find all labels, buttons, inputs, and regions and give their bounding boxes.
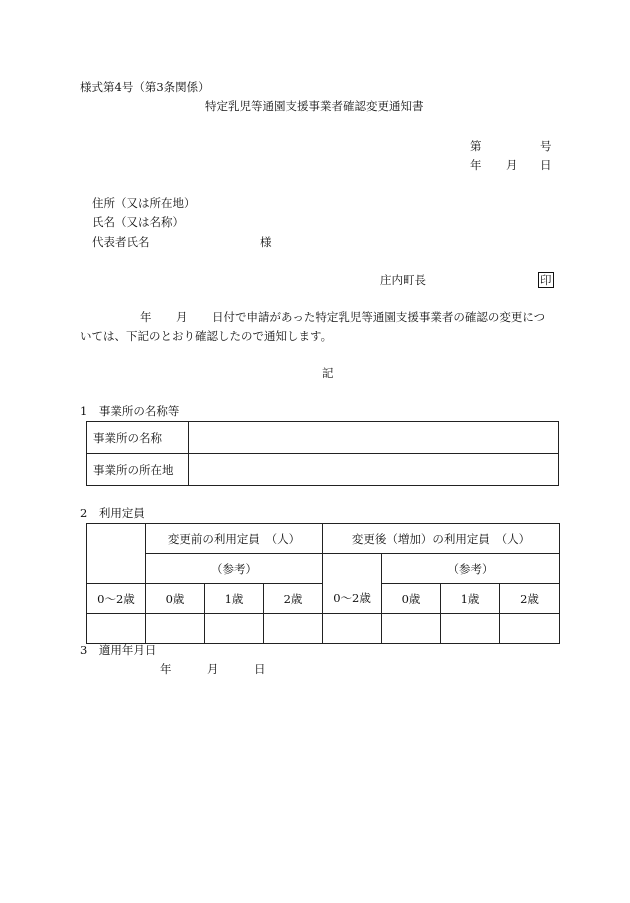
- blank-header-cell: [87, 524, 146, 584]
- effective-month: 月: [207, 662, 219, 676]
- table-row: [87, 454, 559, 486]
- capacity-value-cell: [441, 614, 500, 644]
- recipient-name: 氏名（又は名称）: [92, 215, 184, 229]
- table-row: [87, 614, 560, 644]
- column-header: 0〜2歳: [323, 584, 382, 614]
- body-text-line1: 日付で申請があった特定乳児等通園支援事業者の確認の変更につ: [212, 310, 546, 324]
- ki-heading: 記: [322, 366, 334, 380]
- capacity-value-cell: [323, 614, 382, 644]
- column-header: 2歳: [264, 584, 323, 614]
- form-number: 様式第4号（第3条関係）: [80, 80, 210, 94]
- document-title: 特定乳児等通園支援事業者確認変更通知書: [205, 99, 424, 113]
- body-month: 月: [176, 310, 188, 324]
- effective-year: 年: [160, 662, 172, 676]
- capacity-value-cell: [500, 614, 560, 644]
- table-row: [87, 422, 559, 454]
- recipient-address: 住所（又は所在地）: [92, 196, 196, 210]
- seal-mark: 印: [540, 273, 552, 287]
- after-capacity-header: 変更後（増加）の利用定員 （人）: [323, 524, 560, 554]
- capacity-value-cell: [87, 614, 146, 644]
- effective-day: 日: [254, 662, 266, 676]
- capacity-value-cell: [146, 614, 205, 644]
- facility-name-value: [189, 422, 559, 454]
- section1-heading: 1 事業所の名称等: [80, 404, 180, 418]
- date-year: 年: [470, 158, 482, 172]
- table-row: [87, 584, 560, 614]
- column-header: 1歳: [441, 584, 500, 614]
- facility-table: [86, 421, 559, 486]
- body-text-line2: いては、下記のとおり確認したので通知します。: [80, 329, 333, 343]
- column-header: 0〜2歳: [87, 584, 146, 614]
- facility-address-value: [189, 454, 559, 486]
- section2-heading: 2 利用定員: [80, 506, 145, 520]
- column-header: 0歳: [382, 584, 441, 614]
- after-reference-header: （参考）: [382, 554, 560, 584]
- column-header: 2歳: [500, 584, 560, 614]
- capacity-value-cell: [264, 614, 323, 644]
- blank-header-cell: [323, 554, 382, 584]
- section3-heading: 3 適用年月日: [80, 643, 157, 657]
- before-reference-header: （参考）: [146, 554, 323, 584]
- table-row: [87, 554, 560, 584]
- facility-name-label: 事業所の名称: [87, 422, 189, 454]
- column-header: 1歳: [205, 584, 264, 614]
- doc-number-go: 号: [540, 139, 552, 153]
- capacity-value-cell: [205, 614, 264, 644]
- body-year: 年: [140, 310, 152, 324]
- recipient-representative: 代表者氏名: [92, 235, 150, 249]
- date-day: 日: [540, 158, 552, 172]
- date-month: 月: [506, 158, 518, 172]
- facility-address-label: 事業所の所在地: [87, 454, 189, 486]
- column-header: 0歳: [146, 584, 205, 614]
- capacity-value-cell: [382, 614, 441, 644]
- sender-title: 庄内町長: [380, 273, 426, 287]
- doc-number-dai: 第: [470, 139, 482, 153]
- before-capacity-header: 変更前の利用定員 （人）: [146, 524, 323, 554]
- recipient-honorific: 様: [260, 235, 272, 249]
- capacity-table: [86, 523, 560, 644]
- table-row: [87, 524, 560, 554]
